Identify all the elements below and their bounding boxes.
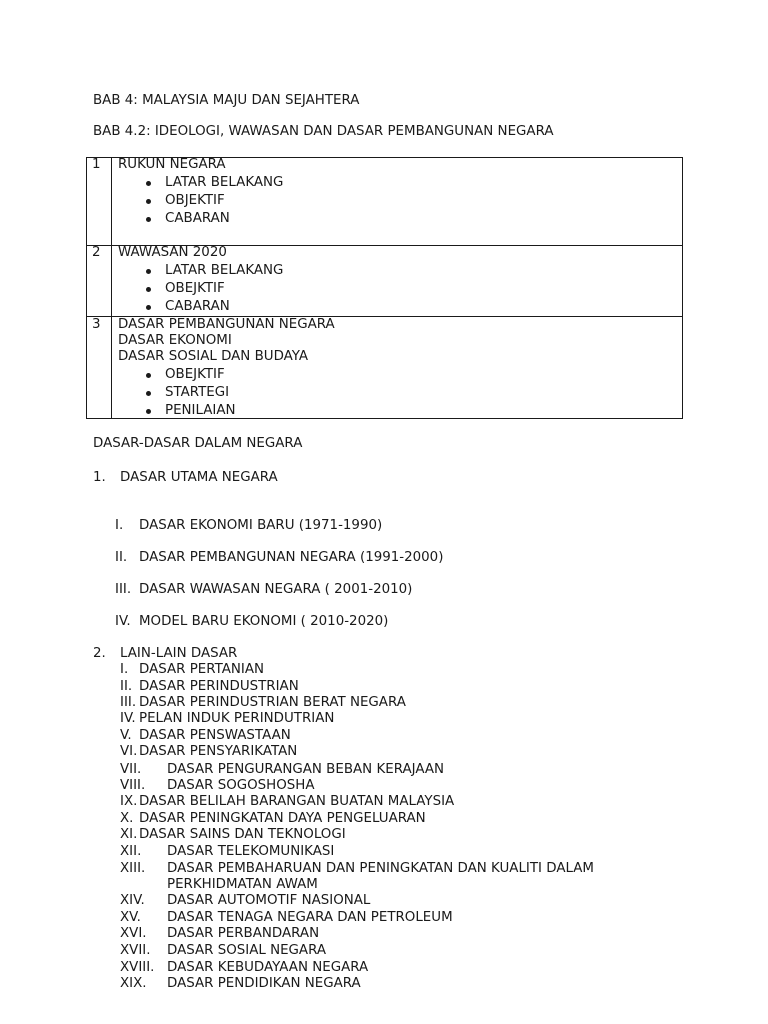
list-item: DASAR PERBANDARAN: [167, 926, 320, 941]
list-item-number: XVIII.: [120, 960, 155, 975]
list-item-number: VI.: [120, 744, 138, 759]
list-item: DASAR PERTANIAN: [139, 662, 265, 677]
list-item-number: VIII.: [120, 778, 146, 793]
list-item-number: IV.: [115, 614, 131, 629]
table-bullet-item: LATAR BELAKANG: [165, 263, 284, 278]
table-row-title: DASAR EKONOMI: [118, 333, 232, 348]
bullet-icon: [146, 199, 151, 204]
table-bullet-item: PENILAIAN: [165, 403, 236, 418]
list-item: DASAR KEBUDAYAAN NEGARA: [167, 960, 369, 975]
table-bullet-item: OBJEKTIF: [165, 193, 225, 208]
bullet-icon: [146, 305, 151, 310]
chapter-title: BAB 4: MALAYSIA MAJU DAN SEJAHTERA: [93, 93, 360, 108]
list-item: DASAR AUTOMOTIF NASIONAL: [167, 893, 371, 908]
list-item: DASAR EKONOMI BARU (1971-1990): [139, 518, 383, 533]
list-item-number: XVI.: [120, 926, 147, 941]
list-item: MODEL BARU EKONOMI ( 2010-2020): [139, 614, 389, 629]
table-bullet-item: CABARAN: [165, 299, 230, 314]
bullet-icon: [146, 391, 151, 396]
table-bullet-item: STARTEGI: [165, 385, 230, 400]
table-row-title: RUKUN NEGARA: [118, 157, 226, 172]
table-bullet-item: LATAR BELAKANG: [165, 175, 284, 190]
list-item: DASAR PENINGKATAN DAYA PENGELUARAN: [139, 811, 426, 826]
list-item: DASAR BELILAH BARANGAN BUATAN MALAYSIA: [139, 794, 455, 809]
list-number: 1.: [93, 470, 106, 485]
list-item: DASAR WAWASAN NEGARA ( 2001-2010): [139, 582, 413, 597]
list-item-number: V.: [120, 728, 132, 743]
list-item-number: XI.: [120, 827, 138, 842]
bullet-icon: [146, 287, 151, 292]
list-item-number: XV.: [120, 910, 141, 925]
table-row-title: WAWASAN 2020: [118, 245, 227, 260]
table-row-title: DASAR SOSIAL DAN BUDAYA: [118, 349, 309, 364]
list-item-number: IX.: [120, 794, 138, 809]
list-item-number: XIV.: [120, 893, 145, 908]
table-bullet-item: CABARAN: [165, 211, 230, 226]
table-bullet-item: OBEJKTIF: [165, 367, 225, 382]
list-item: DASAR TENAGA NEGARA DAN PETROLEUM: [167, 910, 453, 925]
list-item-number: X.: [120, 811, 134, 826]
list-item-number: I.: [115, 518, 124, 533]
bullet-icon: [146, 181, 151, 186]
list-item: DASAR PERINDUSTRIAN BERAT NEGARA: [139, 695, 406, 710]
list-item: DASAR SOSIAL NEGARA: [167, 943, 327, 958]
list-item: DASAR SOGOSHOSHA: [167, 778, 315, 793]
table-row-title: DASAR PEMBANGUNAN NEGARA: [118, 317, 335, 332]
bullet-icon: [146, 217, 151, 222]
list-item-number: III.: [115, 582, 132, 597]
subchapter-title: BAB 4.2: IDEOLOGI, WAWASAN DAN DASAR PEMBANGUNAN NEGARA: [93, 124, 554, 139]
bullet-icon: [146, 409, 151, 414]
list-heading: DASAR UTAMA NEGARA: [120, 470, 278, 485]
list-item: DASAR PERINDUSTRIAN: [139, 679, 299, 694]
list-item: DASAR PENDIDIKAN NEGARA: [167, 976, 361, 991]
table-bullet-item: OBEJKTIF: [165, 281, 225, 296]
list-item-number: XIX.: [120, 976, 147, 991]
list-item-number: IV.: [120, 711, 136, 726]
list-item: DASAR PEMBANGUNAN NEGARA (1991-2000): [139, 550, 444, 565]
list-item-number: XIII.: [120, 861, 146, 876]
list-number: 2.: [93, 646, 106, 661]
list-item-number: XVII.: [120, 943, 151, 958]
list-item-number: XII.: [120, 844, 142, 859]
table-column-divider: [111, 158, 112, 418]
list-item: DASAR SAINS DAN TEKNOLOGI: [139, 827, 346, 842]
list-item: PELAN INDUK PERINDUTRIAN: [139, 711, 335, 726]
bullet-icon: [146, 269, 151, 274]
table-row-number: 3: [92, 317, 101, 332]
list-item-number: III.: [120, 695, 137, 710]
list-item-number: VII.: [120, 762, 142, 777]
bullet-icon: [146, 373, 151, 378]
table-row-number: 1: [92, 157, 101, 172]
list-item: DASAR PENSWASTAAN: [139, 728, 291, 743]
list-item-continuation: PERKHIDMATAN AWAM: [167, 877, 318, 892]
list-heading: LAIN-LAIN DASAR: [120, 646, 238, 661]
list-item-number: II.: [120, 679, 133, 694]
list-item: DASAR PENSYARIKATAN: [139, 744, 298, 759]
list-item-number: II.: [115, 550, 128, 565]
table-row-number: 2: [92, 245, 101, 260]
list-item: DASAR TELEKOMUNIKASI: [167, 844, 335, 859]
list-item: DASAR PENGURANGAN BEBAN KERAJAAN: [167, 762, 445, 777]
list-item: DASAR PEMBAHARUAN DAN PENINGKATAN DAN KUALITI DALAM: [167, 861, 594, 876]
section-title: DASAR-DASAR DALAM NEGARA: [93, 436, 303, 451]
list-item-number: I.: [120, 662, 129, 677]
